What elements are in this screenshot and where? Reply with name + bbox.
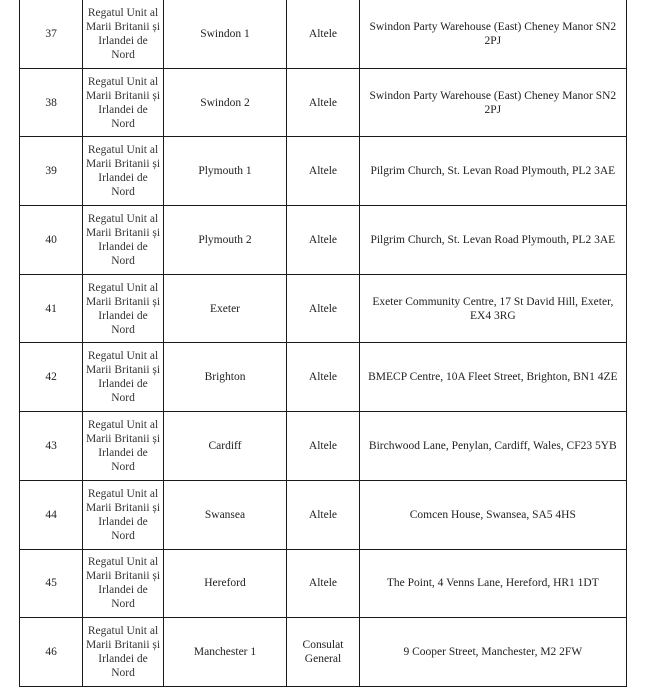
cell-city: Swindon 1 xyxy=(163,0,287,68)
cell-country: Regatul Unit al Marii Britanii și Irlandei de Nord xyxy=(83,412,163,481)
table-row xyxy=(20,274,627,343)
table-row xyxy=(20,137,627,206)
cell-address: Birchwood Lane, Penylan, Cardiff, Wales, CF23 5YB xyxy=(359,412,626,481)
table-row xyxy=(20,343,627,412)
cell-city: Swindon 2 xyxy=(163,68,287,137)
cell-type: Altele xyxy=(287,137,359,206)
cell-country: Regatul Unit al Marii Britanii și Irlandei de Nord xyxy=(83,137,163,206)
cell-address: Exeter Community Centre, 17 St David Hill, Exeter, EX4 3RG xyxy=(359,274,626,343)
cell-type: Altele xyxy=(287,412,359,481)
cell-country: Regatul Unit al Marii Britanii și Irlandei de Nord xyxy=(83,549,163,618)
cell-city: Hereford xyxy=(163,549,287,618)
cell-type: Altele xyxy=(287,549,359,618)
cell-address: The Point, 4 Venns Lane, Hereford, HR1 1DT xyxy=(359,549,626,618)
table-row xyxy=(20,68,627,137)
cell-number: 38 xyxy=(20,68,83,137)
table-row xyxy=(20,618,627,687)
cell-address: Swindon Party Warehouse (East) Cheney Manor SN2 2PJ xyxy=(359,0,626,68)
cell-number: 39 xyxy=(20,137,83,206)
cell-country: Regatul Unit al Marii Britanii și Irlandei de Nord xyxy=(83,0,163,68)
cell-city: Manchester 1 xyxy=(163,618,287,687)
cell-country: Regatul Unit al Marii Britanii și Irlandei de Nord xyxy=(83,480,163,549)
cell-number: 44 xyxy=(20,480,83,549)
table-body xyxy=(20,0,627,686)
cell-address: Pilgrim Church, St. Levan Road Plymouth, PL2 3AE xyxy=(359,206,626,275)
cell-number: 37 xyxy=(20,0,83,68)
cell-address: BMECP Centre, 10A Fleet Street, Brighton, BN1 4ZE xyxy=(359,343,626,412)
cell-address: Pilgrim Church, St. Levan Road Plymouth, PL2 3AE xyxy=(359,137,626,206)
cell-country: Regatul Unit al Marii Britanii și Irlandei de Nord xyxy=(83,206,163,275)
cell-city: Plymouth 2 xyxy=(163,206,287,275)
cell-type: Altele xyxy=(287,68,359,137)
cell-type: Altele xyxy=(287,480,359,549)
cell-country: Regatul Unit al Marii Britanii și Irlandei de Nord xyxy=(83,274,163,343)
cell-country: Regatul Unit al Marii Britanii și Irlandei de Nord xyxy=(83,618,163,687)
cell-number: 46 xyxy=(20,618,83,687)
cell-number: 42 xyxy=(20,343,83,412)
cell-city: Brighton xyxy=(163,343,287,412)
cell-number: 41 xyxy=(20,274,83,343)
table-row xyxy=(20,480,627,549)
table-row xyxy=(20,206,627,275)
table-row xyxy=(20,0,627,68)
table-row xyxy=(20,549,627,618)
cell-address: Comcen House, Swansea, SA5 4HS xyxy=(359,480,626,549)
cell-city: Exeter xyxy=(163,274,287,343)
cell-type: Altele xyxy=(287,206,359,275)
cell-address: 9 Cooper Street, Manchester, M2 2FW xyxy=(359,618,626,687)
cell-city: Swansea xyxy=(163,480,287,549)
cell-type: Altele xyxy=(287,0,359,68)
cell-type: Altele xyxy=(287,274,359,343)
cell-number: 45 xyxy=(20,549,83,618)
cell-country: Regatul Unit al Marii Britanii și Irlandei de Nord xyxy=(83,68,163,137)
cell-city: Cardiff xyxy=(163,412,287,481)
table-row xyxy=(20,412,627,481)
cell-type: Consulat General xyxy=(287,618,359,687)
polling-stations-table xyxy=(19,0,627,687)
cell-address: Swindon Party Warehouse (East) Cheney Manor SN2 2PJ xyxy=(359,68,626,137)
cell-country: Regatul Unit al Marii Britanii și Irlandei de Nord xyxy=(83,343,163,412)
cell-type: Altele xyxy=(287,343,359,412)
cell-city: Plymouth 1 xyxy=(163,137,287,206)
cell-number: 40 xyxy=(20,206,83,275)
cell-number: 43 xyxy=(20,412,83,481)
